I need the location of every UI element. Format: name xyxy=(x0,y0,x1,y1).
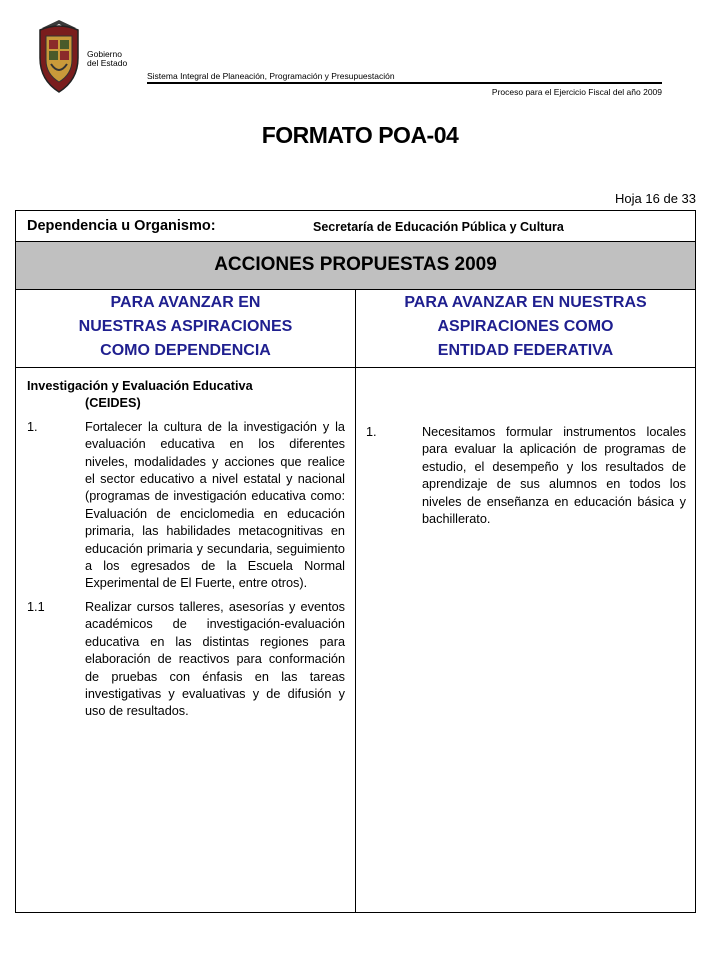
column-divider xyxy=(355,290,356,912)
government-label: Gobierno del Estado xyxy=(87,49,128,68)
column-heading-dependency: PARA AVANZAR EN NUESTRAS ASPIRACIONES COMO DEPENDENCIA xyxy=(16,290,355,368)
state-seal-icon xyxy=(34,18,84,96)
item-text: Fortalecer la cultura de la investigación y la evaluación educativa en los diferentes niveles, modalidades y acciones que realice el sector educativo a nivel estatal y nacional (programas de investigación educativa como: Evaluación de enciclomedia en educación primaria, las habilidades metacognitivas en educación primaria y secundaria, seguimiento a los egresados de la Escuela Normal Experimental de El Fuerte, entre otros). xyxy=(85,419,345,591)
list-item xyxy=(27,419,345,593)
dependency-label: Dependencia u Organismo: xyxy=(27,218,216,234)
item-number: 1. xyxy=(27,419,38,434)
item-text: Necesitamos formular instrumentos locales para evaluar la aplicación de programas de estudio, el desempeño y los resultados de aprendizaje de sus alumnos en todos los niveles de enseñanza en educación básica y bachillerato. xyxy=(422,425,686,527)
program-heading: Investigación y Evaluación Educativa xyxy=(27,379,253,393)
entity-actions-cell xyxy=(366,424,686,528)
dependency-row xyxy=(16,211,695,242)
page-title: FORMATO POA-04 xyxy=(261,122,459,148)
item-number: 1.1 xyxy=(27,599,45,614)
header-divider xyxy=(147,82,662,84)
system-name: Sistema Integral de Planeación, Programación y Presupuestación xyxy=(147,71,395,81)
list-item xyxy=(27,599,345,721)
section-title-row xyxy=(16,242,695,290)
item-text: Realizar cursos talleres, asesorías y eventos académicos de investigación-evaluación educativa en las distintas regiones para elaboración de reactivos para conformación de pruebas con énfasis en las tareas investigativas y evaluativas y de difusión y uso de resultados. xyxy=(85,599,345,719)
item-number: 1. xyxy=(366,425,377,439)
section-title: ACCIONES PROPUESTAS 2009 xyxy=(214,254,497,275)
dependency-value: Secretaría de Educación Pública y Cultura xyxy=(313,220,564,234)
page-header xyxy=(0,0,720,110)
process-label: Proceso para el Ejercicio Fiscal del año 2009 xyxy=(491,87,662,97)
sheet-number: Hoja 16 de 33 xyxy=(615,191,696,206)
actions-table xyxy=(15,210,696,913)
program-heading-acronym: (CEIDES) xyxy=(85,396,141,411)
list-item xyxy=(366,424,686,528)
column-heading-entity: PARA AVANZAR EN NUESTRAS ASPIRACIONES COMO ENTIDAD FEDERATIVA xyxy=(356,290,695,368)
dependency-actions-cell xyxy=(27,378,345,721)
